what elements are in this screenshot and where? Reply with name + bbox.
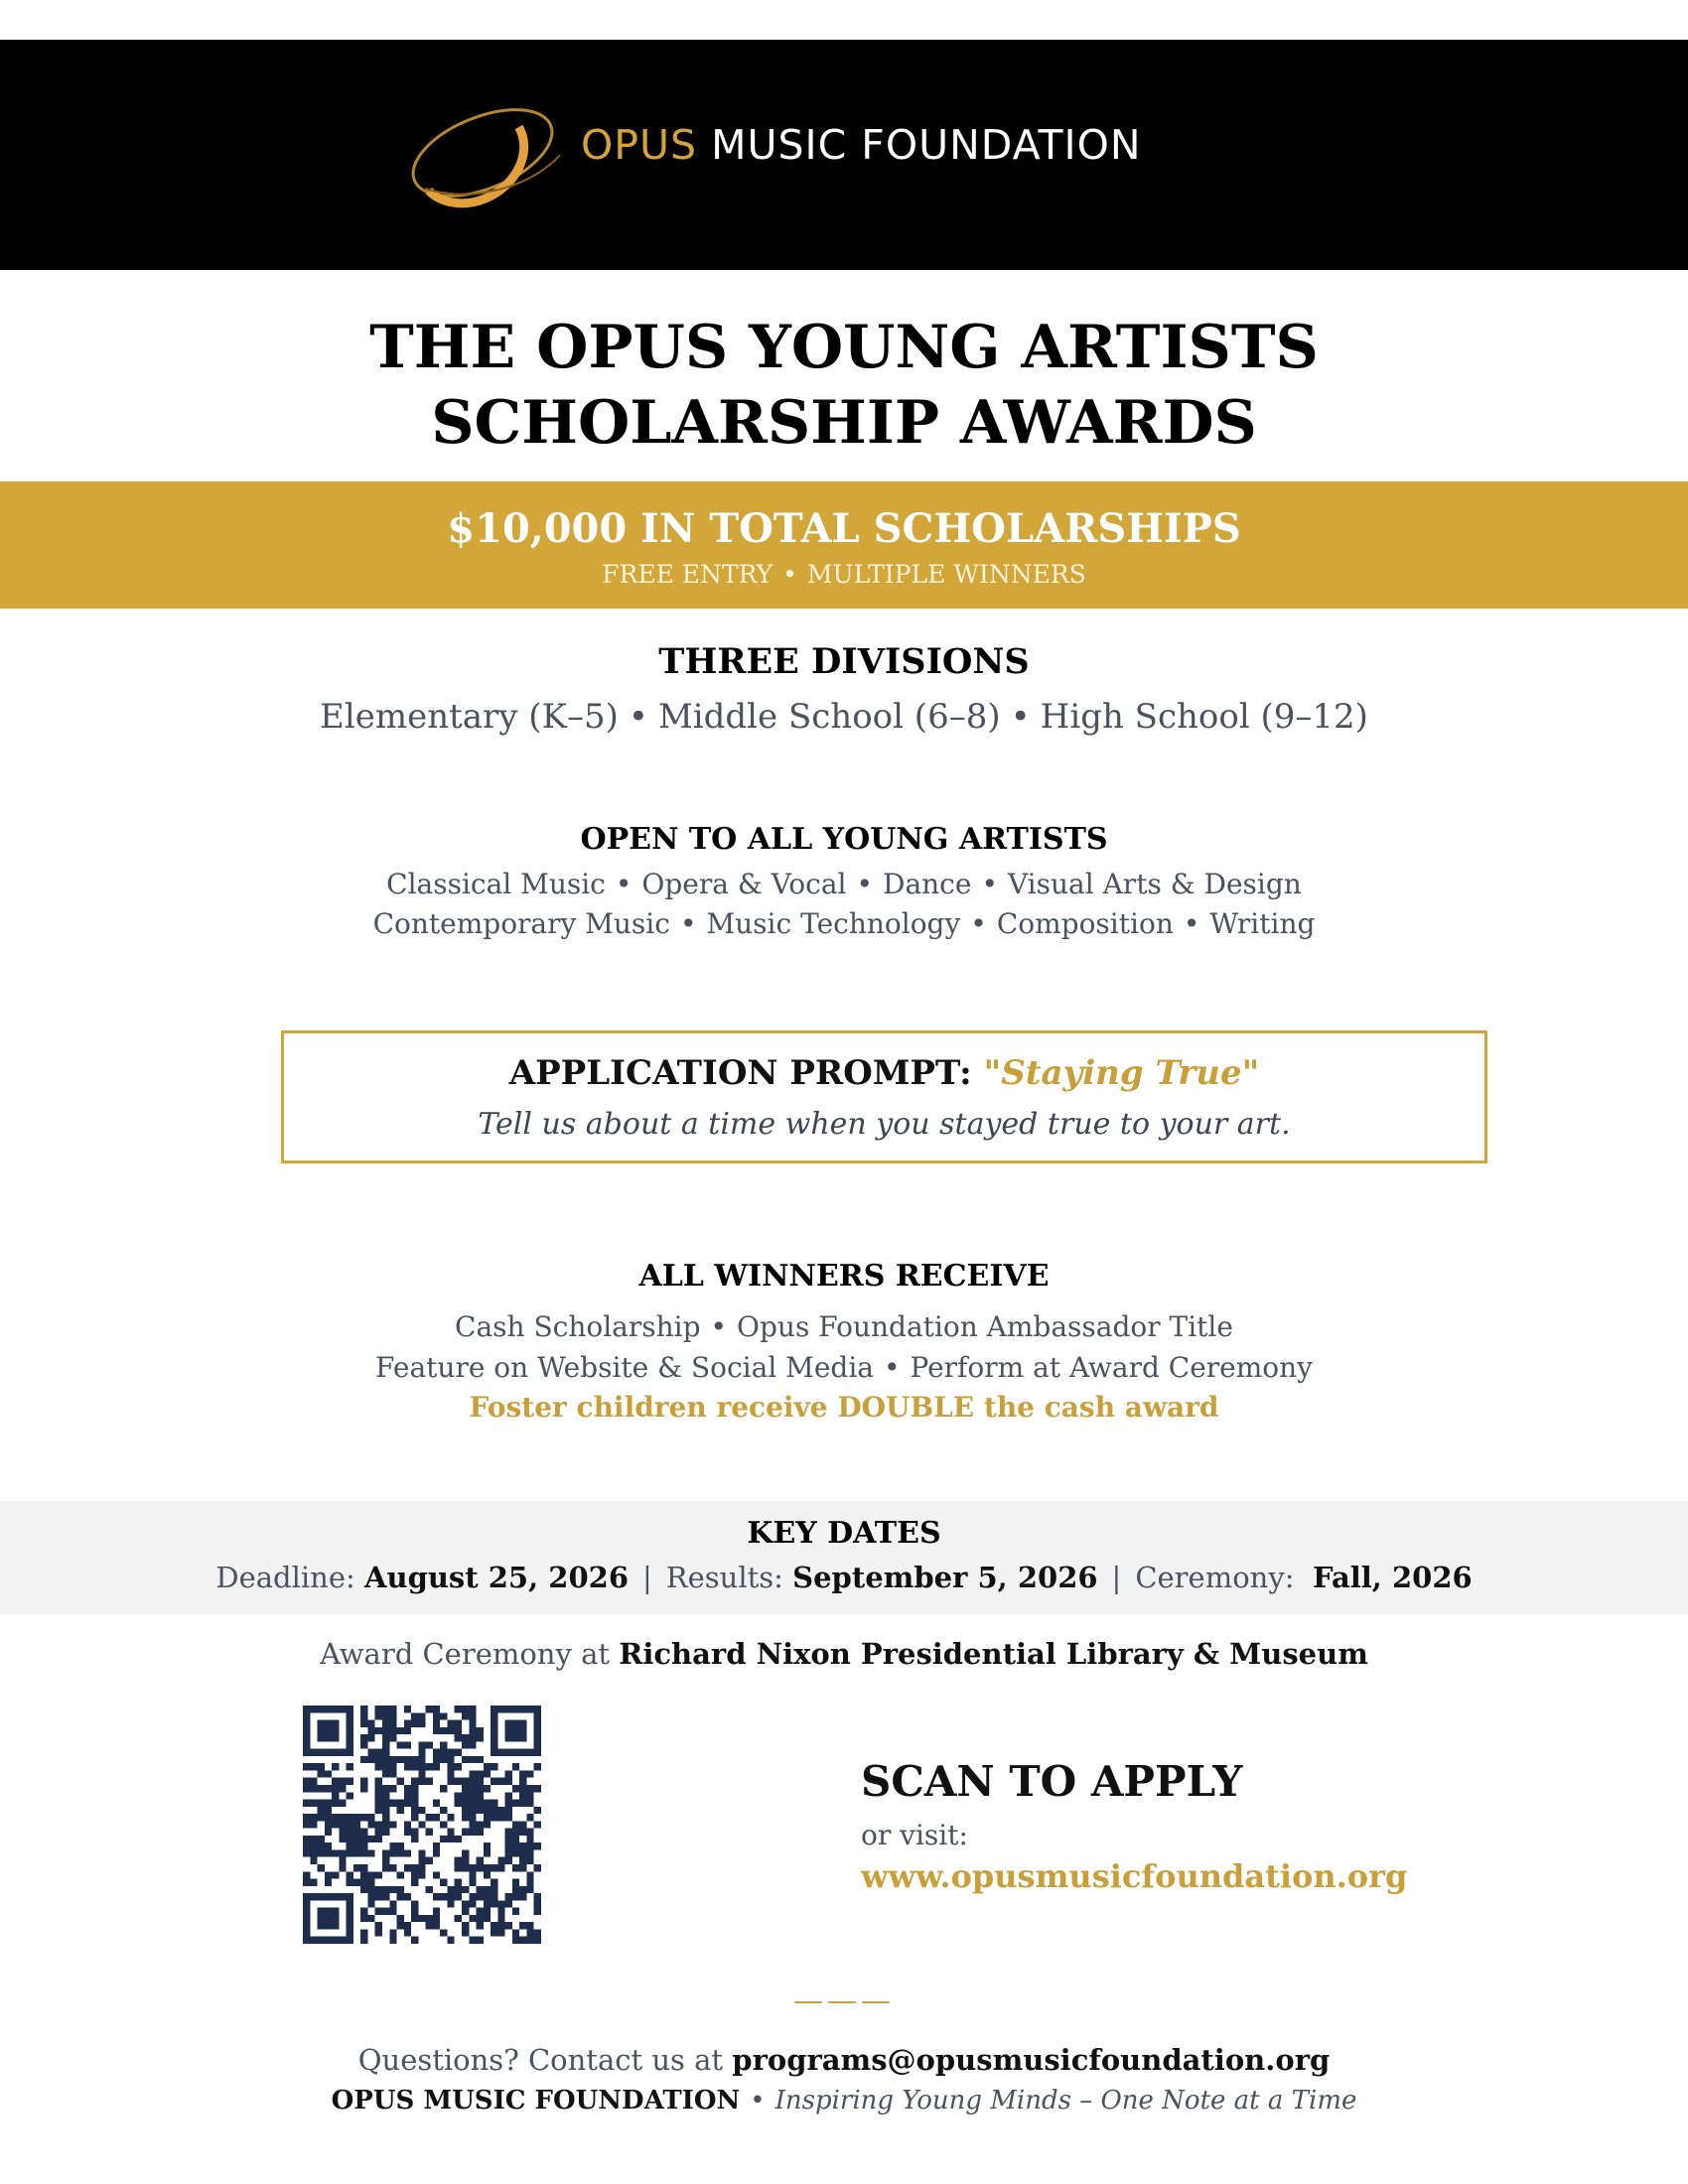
- venue-name: Richard Nixon Presidential Library & Museum: [619, 1637, 1368, 1671]
- ceremony-value: Fall, 2026: [1312, 1561, 1473, 1594]
- banner-item: FREE ENTRY: [602, 560, 774, 589]
- benefit-item: Feature on Website & Social Media: [375, 1351, 874, 1384]
- footer-org-line: OPUS MUSIC FOUNDATION • Inspiring Young Minds – One Note at a Time: [331, 2086, 1357, 2116]
- prompt-description: Tell us about a time when you stayed true to your art.: [478, 1107, 1291, 1142]
- prompt-quote: "Staying True": [983, 1053, 1260, 1093]
- winners-row-1: Cash Scholarship • Opus Foundation Ambassador Title: [455, 1310, 1233, 1343]
- footer-divider: ———: [793, 1983, 895, 2018]
- discipline-item: Composition: [996, 907, 1174, 940]
- results-label: Results:: [665, 1561, 783, 1594]
- results-value: September 5, 2026: [792, 1561, 1098, 1594]
- title-line-1: THE OPUS YOUNG ARTISTS: [369, 313, 1319, 382]
- website-link[interactable]: www.opusmusicfoundation.org: [861, 1857, 1408, 1895]
- brand-name: [581, 121, 1336, 169]
- banner-subline: FREE ENTRY • MULTIPLE WINNERS: [602, 560, 1086, 589]
- discipline-item: Contemporary Music: [372, 907, 670, 940]
- division-item: High School (9–12): [1040, 697, 1368, 737]
- ceremony-label: Ceremony:: [1135, 1561, 1295, 1594]
- contact-email-link[interactable]: programs@opusmusicfoundation.org: [732, 2043, 1331, 2077]
- divisions-heading: THREE DIVISIONS: [658, 641, 1030, 682]
- brand-rest: MUSIC FOUNDATION: [711, 121, 1142, 169]
- brand-accent: OPUS: [581, 121, 698, 169]
- key-dates-line: Deadline: August 25, 2026 | Results: September 5, 2026 | Ceremony: Fall, 2026: [215, 1561, 1473, 1594]
- benefit-item: Opus Foundation Ambassador Title: [737, 1310, 1233, 1343]
- title-line-2: SCHOLARSHIP AWARDS: [431, 388, 1257, 458]
- venue-line: [0, 1637, 1688, 1671]
- discipline-item: Music Technology: [706, 907, 961, 940]
- divisions-list: Elementary (K–5) • Middle School (6–8) • High School (9–12): [320, 697, 1368, 737]
- benefit-item: Cash Scholarship: [455, 1310, 701, 1343]
- discipline-item: Opera & Vocal: [641, 868, 847, 900]
- division-item: Middle School (6–8): [657, 697, 1001, 737]
- deadline-value: August 25, 2026: [363, 1561, 630, 1594]
- page-title: [0, 310, 1688, 461]
- prompt-label: APPLICATION PROMPT:: [508, 1053, 972, 1093]
- disciplines-row-2: Contemporary Music • Music Technology • Composition • Writing: [372, 907, 1316, 940]
- discipline-item: Classical Music: [386, 868, 606, 900]
- application-prompt-box: [281, 1030, 1487, 1163]
- or-visit-label: or visit:: [861, 1819, 968, 1851]
- open-to-heading: OPEN TO ALL YOUNG ARTISTS: [580, 822, 1108, 857]
- banner-item: MULTIPLE WINNERS: [806, 560, 1086, 589]
- winners-row-2: Feature on Website & Social Media • Perform at Award Ceremony: [375, 1351, 1313, 1384]
- footer-org-name: OPUS MUSIC FOUNDATION: [331, 2086, 741, 2116]
- venue-prefix: Award Ceremony at: [320, 1637, 611, 1671]
- qr-code-icon[interactable]: [303, 1706, 541, 1944]
- key-dates-heading: KEY DATES: [747, 1516, 941, 1551]
- footer-tagline: Inspiring Young Minds – One Note at a Time: [774, 2086, 1357, 2116]
- foster-highlight: Foster children receive DOUBLE the cash award: [469, 1391, 1219, 1424]
- banner-headline: $10,000 IN TOTAL SCHOLARSHIPS: [447, 505, 1241, 552]
- scholarship-banner: [0, 481, 1688, 609]
- winners-heading: ALL WINNERS RECEIVE: [638, 1259, 1050, 1294]
- prompt-title: [284, 1053, 1484, 1093]
- deadline-label: Deadline:: [215, 1561, 355, 1594]
- key-dates-band: [0, 1501, 1688, 1614]
- contact-prefix: Questions? Contact us at: [357, 2043, 724, 2077]
- discipline-item: Writing: [1209, 907, 1316, 940]
- division-item: Elementary (K–5): [320, 697, 619, 737]
- discipline-item: Dance: [883, 868, 972, 900]
- discipline-item: Visual Arts & Design: [1007, 868, 1302, 900]
- footer-contact: [0, 2043, 1688, 2077]
- disciplines-row-1: Classical Music • Opera & Vocal • Dance • Visual Arts & Design: [386, 868, 1302, 900]
- scan-to-apply-heading: SCAN TO APPLY: [861, 1757, 1243, 1806]
- opus-logo-icon: [385, 85, 572, 216]
- benefit-item: Perform at Award Ceremony: [910, 1351, 1313, 1384]
